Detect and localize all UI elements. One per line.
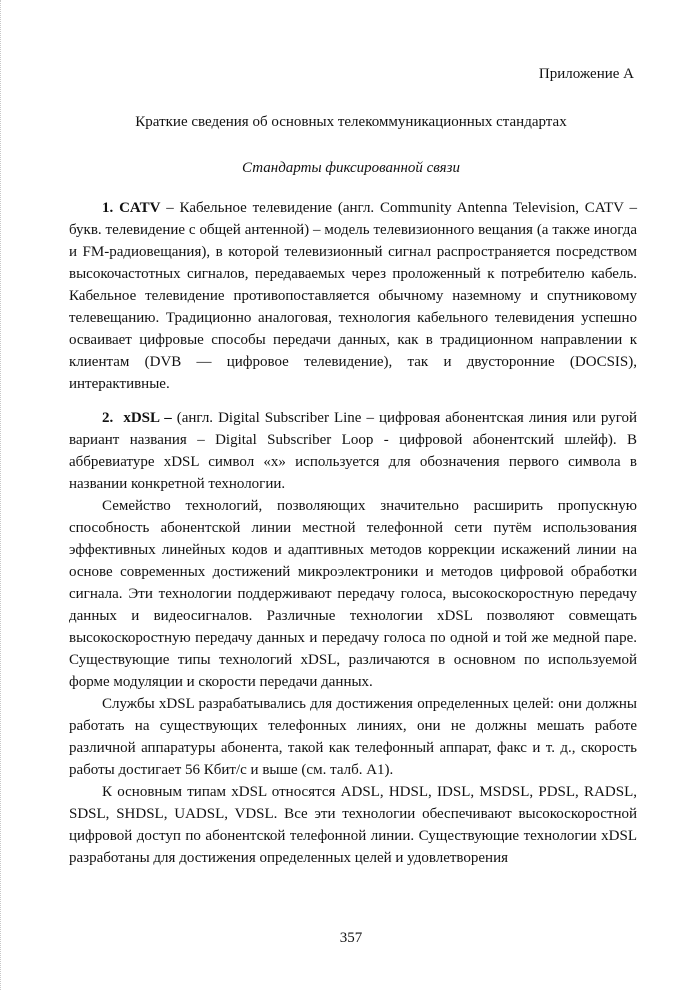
item-term: xDSL – xyxy=(123,410,172,426)
section-heading: Стандарты фиксированной связи xyxy=(242,160,460,176)
item-xdsl xyxy=(69,407,637,495)
paragraph: К основным типам xDSL относятся ADSL, HDSL, IDSL, MSDSL, PDSL, RADSL, SDSL, SHDSL, UADSL, VDSL. Все эти технологии обеспечивают высокоскоростной цифровой доступ по абонентской телефонной линии. Существующие технологии xDSL разработаны для достижения определенных целей и удовлетворения xyxy=(69,784,637,866)
body-text xyxy=(69,197,637,869)
item-number: 2. xyxy=(102,410,114,426)
item-text: (англ. Digital Subscriber Line – цифровая абонентская линия или ругой вариант названия – Digital Subscriber Loop - цифровой абонентский шлейф). В аббревиатуре xDSL символ «х» используется для обозначения первого символа в названии конкретной технологии. xyxy=(69,410,637,492)
appendix-label: Приложение А xyxy=(538,66,634,82)
item-text: – Кабельное телевидение (англ. Community Antenna Television, CATV – букв. телевидение с общей антенной) – модель телевизионного вещания (а также иногда и FM-радиовещания), в которой телевизионный сигнал распространяется посредством высокочастотных сигналов, передаваемых через проложенный к потребителю кабель. Кабельное телевидение противопоставляется обычному наземному и спутниковому телевещанию. Традиционно аналоговая, технология кабельного телевидения успешно осваивает цифровые способы передачи данных, как в традиционном направлении к клиентам (DVB — цифровое телевидение), так и двусторонние (DOCSIS), интерактивные. xyxy=(69,200,638,392)
paragraph: Семейство технологий, позволяющих значительно расширить пропускную способность абонентской линии местной телефонной сети путём использования эффективных линейных кодов и адаптивных методов коррекции искажений линии на основе современных достижений микроэлектроники и методов цифровой обработки сигнала. Эти технологии поддерживают передачу голоса, высокоскоростную передачу данных и видеосигналов. Различные технологии xDSL позволяют совмещать высокоскоростную передачу данных и передачу голоса по одной и той же медной паре. Существующие типы технологий xDSL, различаются в основном по используемой форме модуляции и скорости передачи данных. xyxy=(69,498,637,690)
page-number: 357 xyxy=(339,930,363,946)
paragraph: Службы xDSL разрабатывались для достижения определенных целей: они должны работать на существующих телефонных линиях, они не должны мешать работе различной аппаратуры абонента, такой как телефонный аппарат, факс и т. д., скорость работы достигает 56 Кбит/с и выше (см. талб. А1). xyxy=(69,696,637,778)
item-number: 1. xyxy=(102,200,114,216)
item-catv xyxy=(69,197,637,395)
item-term: CATV xyxy=(119,200,161,216)
document-title: Краткие сведения об основных телекоммуникационных стандартах xyxy=(135,114,567,130)
